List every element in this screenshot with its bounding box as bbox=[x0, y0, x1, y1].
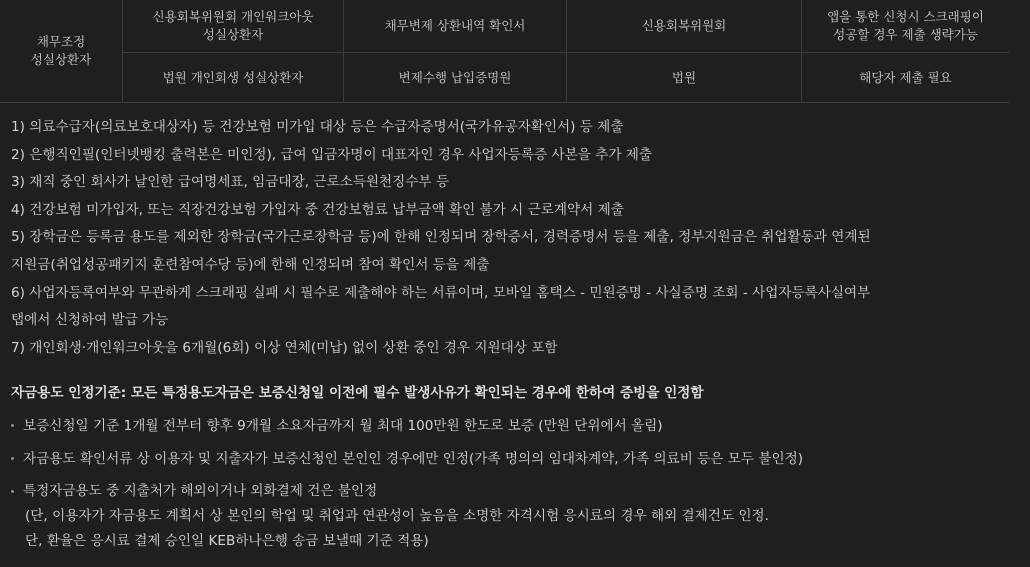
bullet-text: 자금용도 확인서류 상 이용자 및 지출자가 보증신청인 본인인 경우에만 인정(가족 명의의 임대차계약, 가족 의료비 등은 모두 불인정) bbox=[23, 451, 804, 467]
row-header-cell bbox=[0, 0, 123, 103]
table-cell: 법원 bbox=[567, 53, 802, 103]
footnote-line: 탭에서 신청하여 발급 가능 bbox=[11, 312, 169, 329]
row-header-text: 채무조정 성실상환자 bbox=[30, 34, 92, 67]
table-cell: 채무변제 상환내역 확인서 bbox=[344, 0, 567, 53]
footnote-line: 6) 사업자등록여부와 무관하게 스크래핑 실패 시 필수로 제출해야 하는 서류이며, 모바일 홈택스 - 민원증명 - 사실증명 조회 - 사업자등록사실여부 bbox=[11, 284, 871, 301]
document-requirements-table bbox=[0, 0, 1009, 103]
footnote-line: 지원금(취업성공패키지 훈련참여수당 등)에 한해 인정되며 참여 확인서 등을 제출 bbox=[11, 256, 490, 273]
bullet-dot-icon bbox=[11, 457, 14, 460]
footnotes bbox=[11, 114, 1021, 362]
table-cell: 신용회복위원회 개인워크아웃 성실상환자 bbox=[123, 0, 344, 53]
list-item bbox=[11, 413, 1021, 446]
table-cell: 해당자 제출 필요 bbox=[802, 53, 1010, 103]
bullet-sub-text: (단, 이용자가 자금용도 계획서 상 본인의 학업 및 취업과 연관성이 높음을 소명한 자격시험 응시료의 경우 해외 결제건도 인정. bbox=[25, 508, 769, 524]
table-cell: 앱을 통한 신청시 스크래핑이 성공할 경우 제출 생략가능 bbox=[802, 0, 1010, 53]
table-cell: 법원 개인회생 성실상환자 bbox=[123, 53, 344, 103]
bullet-dot-icon bbox=[11, 490, 14, 493]
list-item bbox=[11, 446, 1021, 479]
table-row bbox=[0, 0, 1009, 53]
fund-usage-criteria-heading: 자금용도 인정기준: 모든 특정용도자금은 보증신청일 이전에 필수 발생사유가 확인되는 경우에 한하여 증빙을 인정함 bbox=[11, 385, 704, 401]
bullet-text: 보증신청일 기준 1개월 전부터 향후 9개월 소요자금까지 월 최대 100만원 한도로 보증 (만원 단위에서 올림) bbox=[23, 418, 663, 434]
criteria-bullet-list bbox=[11, 413, 1021, 554]
table-cell: 신용회복위원회 bbox=[567, 0, 802, 53]
list-item bbox=[11, 479, 1021, 554]
footnote-line: 5) 장학금은 등록금 용도를 제외한 장학금(국가근로장학금 등)에 한해 인정되며 장학증서, 경력증명서 등을 제출, 정부지원금은 취업활동과 연계된 bbox=[11, 229, 871, 246]
footnote-line: 4) 건강보험 미가입자, 또는 직장건강보험 가입자 중 건강보험료 납부금액 확인 불가 시 근로계약서 제출 bbox=[11, 201, 624, 218]
bullet-text: 특정자금용도 중 지출처가 해외이거나 외화결제 건은 불인정 bbox=[23, 483, 378, 499]
table-row bbox=[0, 53, 1009, 103]
footnote-line: 7) 개인회생·개인워크아웃을 6개월(6회) 이상 연체(미납) 없이 상환 중인 경우 지원대상 포함 bbox=[11, 339, 558, 356]
bullet-sub-text: 단, 환율은 응시료 결제 승인일 KEB하나은행 송금 보낼때 기준 적용) bbox=[25, 533, 429, 549]
footnote-line: 1) 의료수급자(의료보호대상자) 등 건강보험 미가입 대상 등은 수급자증명서(국가유공자확인서) 등 제출 bbox=[11, 119, 624, 135]
footnote-line: 2) 은행직인필(인터넷뱅킹 출력본은 미인정), 급여 입금자명이 대표자인 경우 사업자등록증 사본을 추가 제출 bbox=[11, 146, 653, 163]
footnote-line: 3) 재직 중인 회사가 날인한 급여명세표, 임금대장, 근로소득원천징수부 등 bbox=[11, 174, 449, 191]
bullet-dot-icon bbox=[11, 424, 14, 427]
table-cell: 변제수행 납입증명원 bbox=[344, 53, 567, 103]
